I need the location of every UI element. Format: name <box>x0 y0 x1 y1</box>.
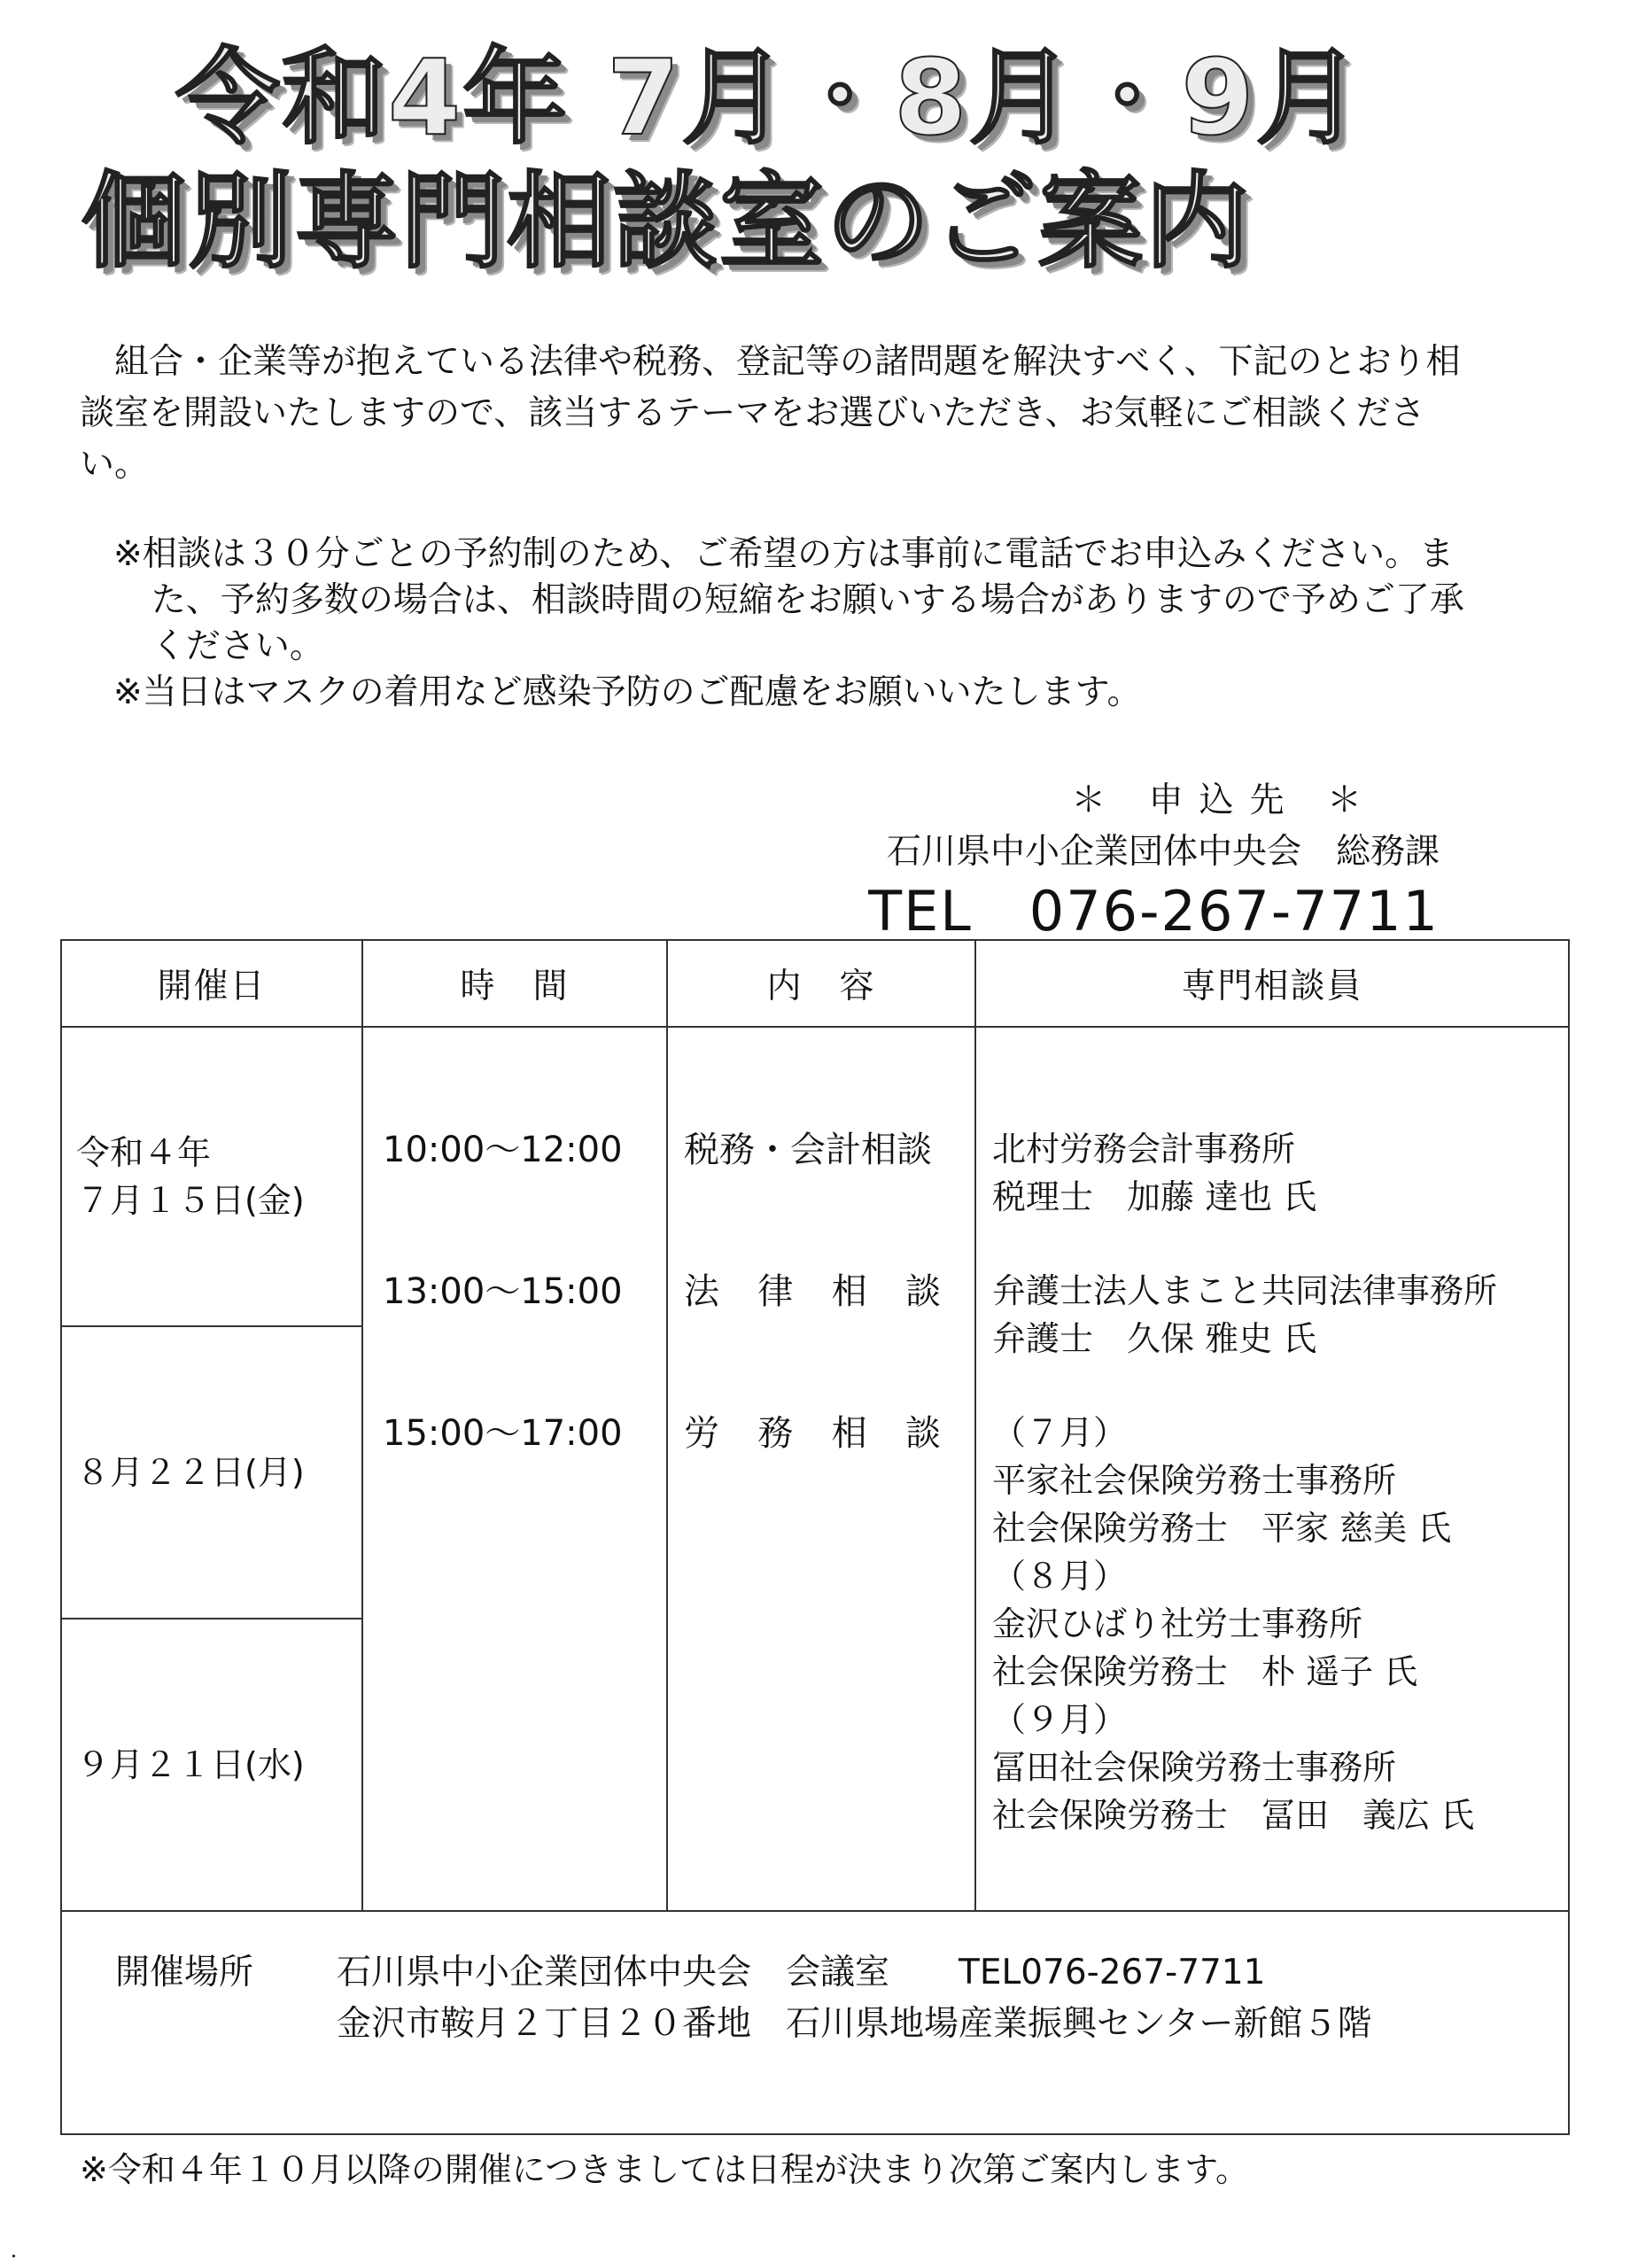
consultant-line: 弁護士法人まこと共同法律事務所 <box>992 1271 1498 1310</box>
consultant-line: 金沢ひばり社労士事務所 <box>992 1604 1363 1643</box>
time-column <box>362 1027 667 1911</box>
notes-list <box>113 532 1469 716</box>
venue-cell <box>61 1911 1569 2134</box>
consultant-line: 北村労務会計事務所 <box>992 1130 1296 1169</box>
scan-mark <box>12 2255 15 2257</box>
consultant-column <box>975 1027 1569 1911</box>
consultant-line: （９月） <box>992 1700 1128 1739</box>
schedule-table <box>60 939 1570 2135</box>
venue-label: 開催場所 <box>115 1953 254 1992</box>
consultant-line: （８月） <box>992 1557 1128 1596</box>
session-consultant <box>976 1267 1568 1409</box>
contact-heading: ＊ 申込先 ＊ <box>1071 781 1378 820</box>
session-topic <box>668 1409 974 1550</box>
date-cell-september: ９月２１日(水) <box>61 1619 362 1911</box>
session-time: 10:00〜12:00 <box>383 1130 623 1170</box>
date-line: ７月１５日(金) <box>76 1181 305 1220</box>
header-time: 時 間 <box>362 940 667 1027</box>
intro-paragraph: 組合・企業等が抱えている法律や税務、登記等の諸問題を解決すべく、下記のとおり相談室を開設いたしますので、該当するテーマをお選びいただき、お気軽にご相談ください。 <box>80 342 1461 485</box>
consultant-line: 冨田社会保険労務士事務所 <box>992 1748 1397 1787</box>
session-topic <box>668 1267 974 1409</box>
date-cell-july <box>61 1027 362 1326</box>
topic-char: 談 <box>904 1413 941 1454</box>
topic-char: 法 <box>684 1271 719 1312</box>
consultant-line: 税理士 加藤 達也 氏 <box>992 1177 1317 1216</box>
venue-row <box>61 1911 1569 2134</box>
session-consultant <box>976 1125 1568 1267</box>
venue-line: 金沢市鞍月２丁目２０番地 石川県地場産業振興センター新館５階 <box>337 2004 1372 2044</box>
note-item: ※当日はマスクの着用など感染予防のご配慮をお願いいたします。 <box>113 672 1142 712</box>
contact-block <box>868 775 1440 945</box>
date-cell-august: ８月２２日(月) <box>61 1326 362 1619</box>
topic-char: 相 <box>831 1413 867 1454</box>
table-row <box>61 1027 1569 1326</box>
date-line: 令和４年 <box>76 1133 212 1172</box>
contact-phone: TEL 076-267-7711 <box>868 879 1440 944</box>
footer-note: ※令和４年１０月以降の開催につきましては日程が決まり次第ご案内します。 <box>80 2150 1250 2189</box>
topic-char: 律 <box>757 1271 794 1312</box>
consultant-line: 社会保険労務士 平家 慈美 氏 <box>992 1509 1452 1548</box>
consultant-line: （７月） <box>992 1413 1128 1452</box>
header-consultant: 専門相談員 <box>975 940 1569 1027</box>
venue-line: 石川県中小企業団体中央会 会議室 TEL076-267-7711 <box>337 1953 1266 1992</box>
note-item: ※相談は３０分ごとの予約制のため、ご希望の方は事前に電話でお申込みください。また、予約多数の場合は、相談時間の短縮をお願いする場合がありますので予めご了承ください。 <box>113 534 1464 666</box>
topic-char: 労 <box>684 1413 719 1454</box>
page-title-line-2: 個別専門相談室のご案内 <box>82 160 1252 283</box>
header-date: 開催日 <box>61 940 362 1027</box>
consultant-line: 社会保険労務士 冨田 義広 氏 <box>992 1796 1475 1835</box>
table-header-row <box>61 940 1569 1027</box>
session-consultant <box>976 1409 1568 1839</box>
consultant-line: 弁護士 久保 雅史 氏 <box>992 1319 1317 1358</box>
header-content: 内 容 <box>667 940 975 1027</box>
session-time: 13:00〜15:00 <box>383 1271 623 1312</box>
session-time: 15:00〜17:00 <box>383 1413 623 1454</box>
topic-char: 談 <box>904 1271 941 1312</box>
content-column <box>667 1027 975 1911</box>
page-title-line-1: 令和4年 7月・8月・9月 <box>175 36 1362 159</box>
topic-char: 務 <box>757 1413 794 1454</box>
topic-char: 相 <box>831 1271 867 1312</box>
consultant-line: 社会保険労務士 朴 遥子 氏 <box>992 1652 1418 1691</box>
contact-organization: 石川県中小企業団体中央会 総務課 <box>886 832 1440 872</box>
topic-text: 税務・会計相談 <box>684 1130 932 1170</box>
consultant-line: 平家社会保険労務士事務所 <box>992 1461 1397 1500</box>
session-topic <box>668 1125 974 1267</box>
